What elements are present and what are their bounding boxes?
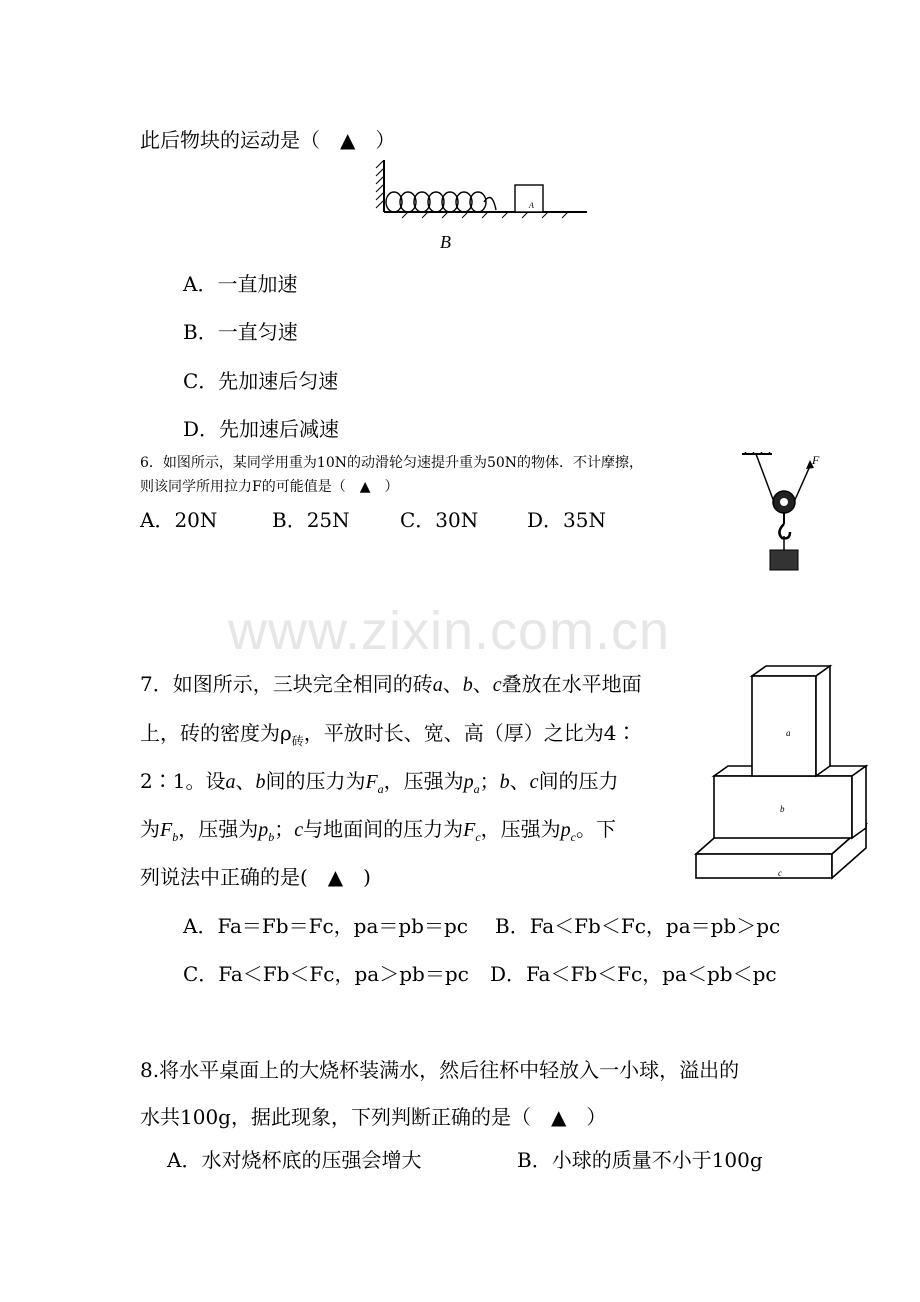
q6-option-b: B．25N (272, 508, 350, 532)
q6-line2: 则该同学所用拉力F的可能值是（ ▲ ） (140, 479, 399, 495)
watermark: www.zixin.com.cn (228, 601, 671, 661)
q7-option-b: B．Fa＜Fb＜Fc，pa＝pb＞pc (495, 914, 781, 938)
q5-option-c: C．先加速后匀速 (183, 369, 339, 393)
block-label: A (529, 201, 534, 210)
q8-option-a: A．水对烧杯底的压强会增大 (167, 1148, 422, 1172)
figure-label-b: B (440, 232, 451, 252)
q5-option-a: A．一直加速 (183, 272, 298, 296)
q8-line2: 水共100g，据此现象，下列判断正确的是（ ▲ ） (140, 1105, 607, 1129)
brick-label-c: c (778, 868, 782, 878)
bricks-figure (692, 664, 872, 884)
q5-option-d: D．先加速后减速 (183, 417, 340, 441)
q5-option-b: B．一直匀速 (183, 320, 298, 344)
pulley-figure (738, 452, 828, 572)
q7-option-d: D．Fa＜Fb＜Fc，pa＜pb＜pc (490, 962, 777, 986)
q7-line4: 为$F_b$，压强为$p_b$；c与地面间的压力为$F_c$，压强为$p_c$。下 (140, 817, 616, 844)
q7-line5: 列说法中正确的是( ▲ ) (140, 865, 371, 889)
q7-line3: 2∶1。设a、b间的压力为$F_a$，压强为$p_a$；b、c间的压力 (140, 769, 619, 796)
brick-label-a: a (786, 728, 791, 738)
q5-stem: 此后物块的运动是（ ▲ ） (140, 128, 396, 152)
q6-option-c: C．30N (400, 508, 479, 532)
q7-line2: 上，砖的密度为$\rho_砖$，平放时长、宽、高（厚）之比为4∶ (140, 721, 637, 748)
brick-label-b: b (780, 804, 785, 814)
q8-line1: 8.将水平桌面上的大烧杯装满水，然后往杯中轻放入一小球，溢出的 (140, 1058, 740, 1082)
q7-option-a: A．Fa＝Fb＝Fc，pa＝pb＝pc (183, 914, 468, 938)
q7-option-c: C．Fa＜Fb＜Fc，pa＞pb＝pc (183, 962, 469, 986)
q6-option-d: D．35N (527, 508, 606, 532)
force-label: F (812, 453, 820, 467)
spring-block-figure (372, 160, 592, 220)
q7-line1: 7．如图所示，三块完全相同的砖a、b、c叠放在水平地面 (140, 672, 642, 696)
q6-option-a: A．20N (140, 508, 218, 532)
q8-option-b: B．小球的质量不小于100g (517, 1148, 763, 1172)
q6-line1: 6．如图所示，某同学用重为10N的动滑轮匀速提升重为50N的物体．不计摩擦， (140, 455, 644, 471)
